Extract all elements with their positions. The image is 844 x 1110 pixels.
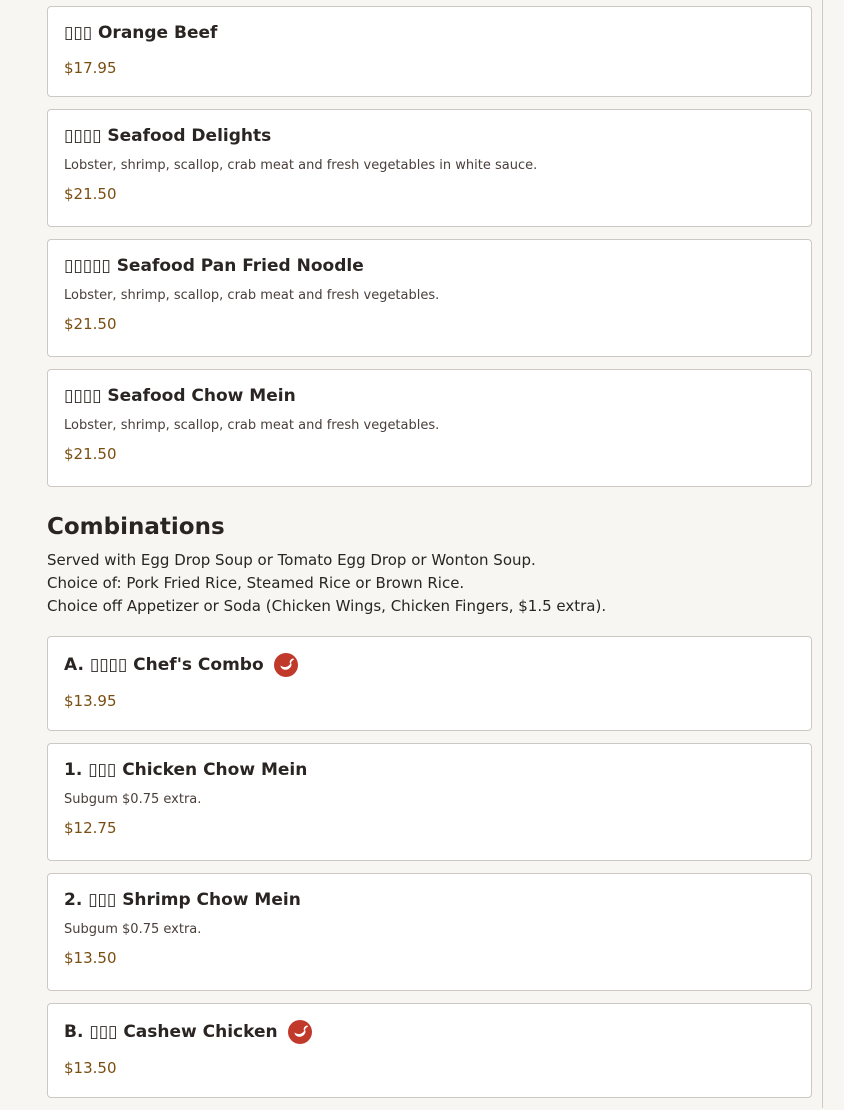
menu-item-card[interactable]	[47, 1003, 812, 1098]
section-line: Choice off Appetizer or Soda (Chicken Wings, Chicken Fingers, $1.5 extra).	[47, 597, 607, 615]
item-title: 1. ▯▯▯ Chicken Chow Mein	[64, 760, 308, 780]
menu-column	[47, 6, 812, 1110]
chili-pepper-icon	[274, 653, 298, 677]
item-price: $21.50	[64, 315, 117, 333]
item-description: Subgum $0.75 extra.	[64, 792, 202, 807]
item-price: $13.50	[64, 949, 117, 967]
item-title: A. ▯▯▯▯ Chef's Combo	[64, 655, 264, 675]
item-price: $13.50	[64, 1059, 117, 1077]
section-heading: Combinations	[47, 514, 225, 540]
menu-item-card[interactable]	[47, 6, 812, 97]
menu-item-card[interactable]	[47, 636, 812, 731]
menu-item-card[interactable]	[47, 239, 812, 357]
item-title: ▯▯▯ Orange Beef	[64, 23, 218, 43]
section-description	[47, 549, 812, 618]
menu-item-card[interactable]	[47, 873, 812, 991]
item-title: ▯▯▯▯ Seafood Delights	[64, 126, 272, 146]
menu-item-card[interactable]	[47, 109, 812, 227]
item-price: $12.75	[64, 819, 117, 837]
item-price: $17.95	[64, 59, 117, 77]
section-line: Choice of: Pork Fried Rice, Steamed Rice or Brown Rice.	[47, 574, 465, 592]
item-description: Subgum $0.75 extra.	[64, 922, 202, 937]
item-title: 2. ▯▯▯ Shrimp Chow Mein	[64, 890, 301, 910]
chili-pepper-icon	[288, 1020, 312, 1044]
item-title: ▯▯▯▯▯ Seafood Pan Fried Noodle	[64, 256, 364, 276]
menu-item-card[interactable]	[47, 369, 812, 487]
item-price: $21.50	[64, 185, 117, 203]
item-price: $21.50	[64, 445, 117, 463]
item-description: Lobster, shrimp, scallop, crab meat and fresh vegetables.	[64, 288, 440, 303]
item-title: ▯▯▯▯ Seafood Chow Mein	[64, 386, 296, 406]
item-title: B. ▯▯▯ Cashew Chicken	[64, 1022, 278, 1042]
menu-item-card[interactable]	[47, 743, 812, 861]
item-description: Lobster, shrimp, scallop, crab meat and fresh vegetables in white sauce.	[64, 158, 538, 173]
page-divider	[822, 0, 823, 1108]
item-price: $13.95	[64, 692, 117, 710]
item-description: Lobster, shrimp, scallop, crab meat and fresh vegetables.	[64, 418, 440, 433]
combinations-section	[47, 513, 812, 618]
section-line: Served with Egg Drop Soup or Tomato Egg Drop or Wonton Soup.	[47, 551, 536, 569]
